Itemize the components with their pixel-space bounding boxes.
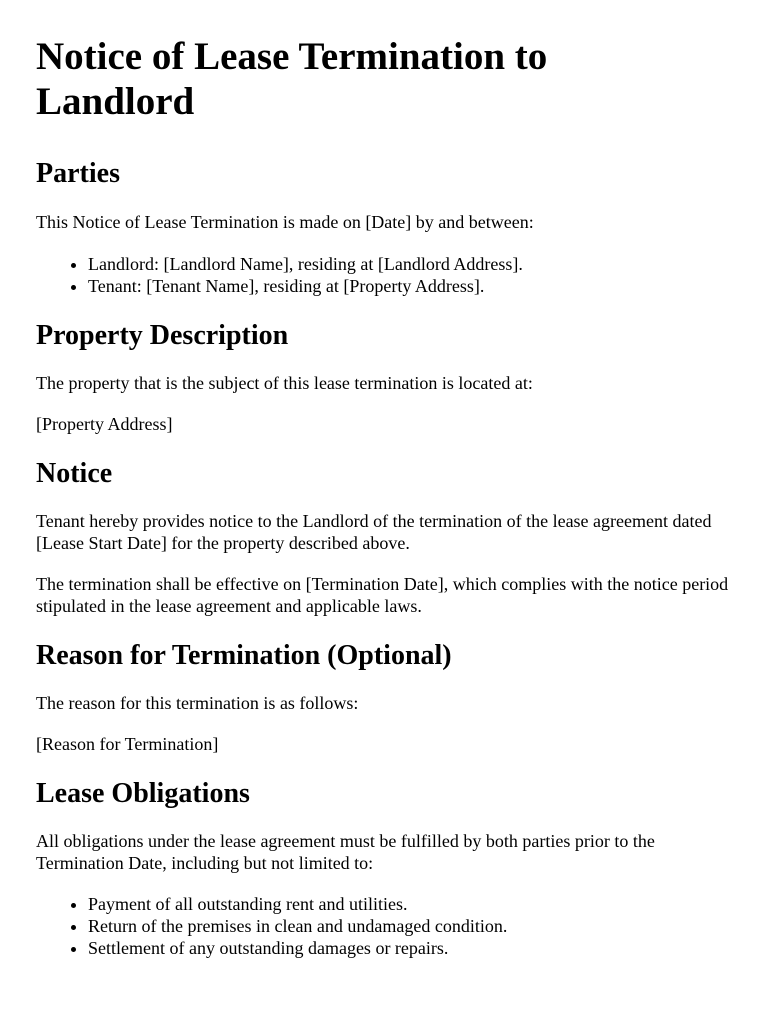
list-item: • Return of the premises in clean and undamaged condition. <box>88 915 734 937</box>
list-item: • Settlement of any outstanding damages or repairs. <box>88 937 734 959</box>
parties-list <box>36 253 734 297</box>
reason-intro-text: The reason for this termination is as follows: <box>36 693 359 713</box>
section-heading-property-description: Property Description <box>36 320 289 351</box>
list-item: • Tenant: [Tenant Name], residing at [Property Address]. <box>88 275 734 297</box>
obligations-list <box>36 893 734 959</box>
section-heading-parties: Parties <box>36 158 120 189</box>
section-heading-lease-obligations: Lease Obligations <box>36 778 250 809</box>
property-address-text: [Property Address] <box>36 414 173 434</box>
reason-value-text: [Reason for Termination] <box>36 734 219 754</box>
notice-paragraph: Tenant hereby provides notice to the Landlord of the termination of the lease agreement dated [Lease Start Date] for the property described above. <box>36 511 712 553</box>
parties-intro-text: This Notice of Lease Termination is made on [Date] by and between: <box>36 212 534 232</box>
property-intro-text: The property that is the subject of this lease termination is located at: <box>36 373 533 393</box>
section-heading-notice: Notice <box>36 458 113 489</box>
notice-paragraph: The termination shall be effective on [Termination Date], which complies with the notice period stipulated in the lease agreement and applicable laws. <box>36 574 729 616</box>
obligations-intro-text: All obligations under the lease agreement must be fulfilled by both parties prior to the Termination Date, including but not limited to: <box>36 831 655 873</box>
section-heading-reason: Reason for Termination (Optional) <box>36 640 452 671</box>
list-item: • Landlord: [Landlord Name], residing at [Landlord Address]. <box>88 253 734 275</box>
list-item: • Payment of all outstanding rent and utilities. <box>88 893 734 915</box>
document-title: Notice of Lease Termination to Landlord <box>36 35 548 123</box>
